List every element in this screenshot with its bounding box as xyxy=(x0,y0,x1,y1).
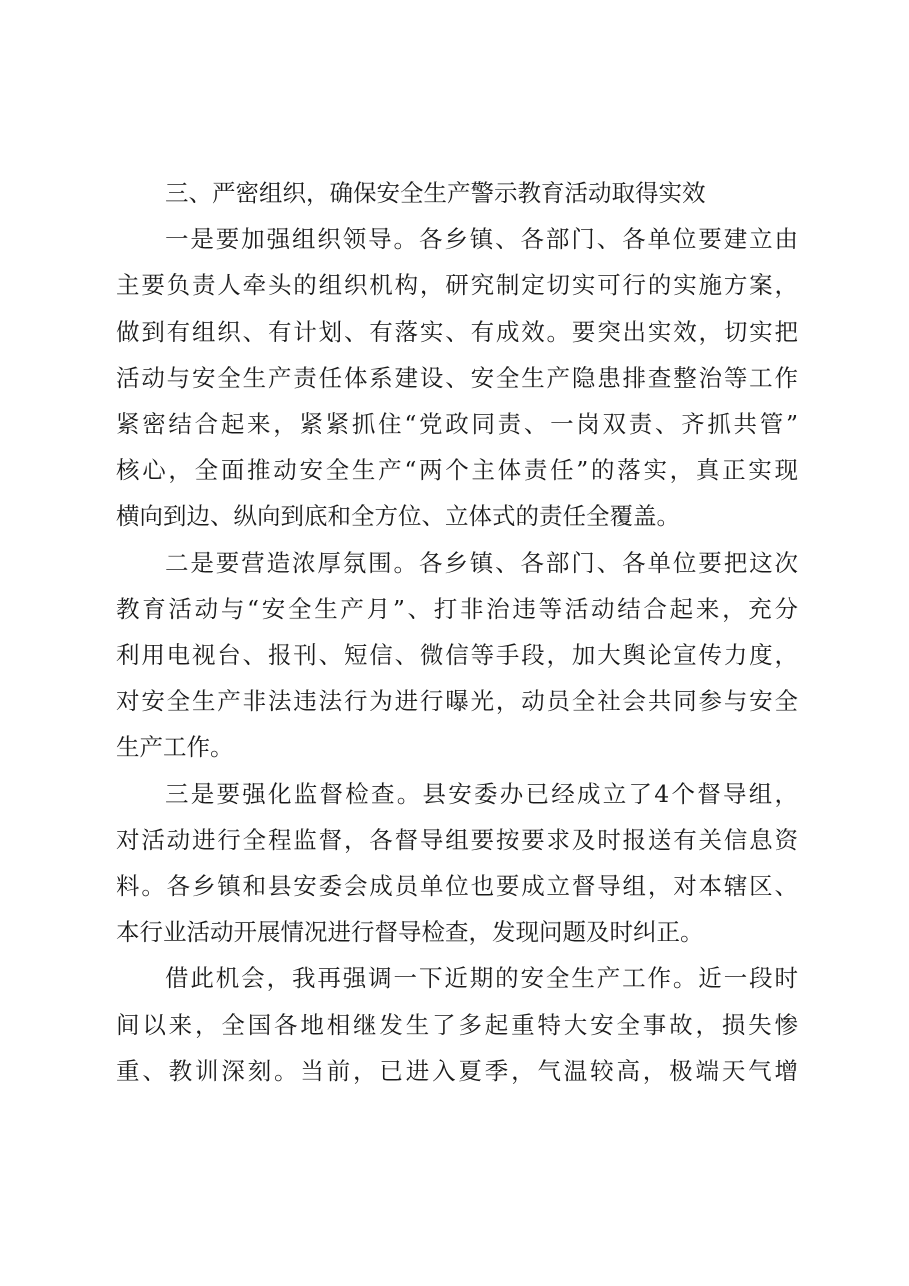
paragraph-organization-leadership xyxy=(116,216,798,539)
paragraph-supervision xyxy=(116,771,798,956)
paragraph-line: 借此机会，我再强调一下近期的安全生产工作。近一段时 xyxy=(165,964,798,993)
paragraph-atmosphere xyxy=(116,540,798,771)
paragraph-line: 重、教训深刻。当前，已进入夏季，气温较高，极端天气增 xyxy=(116,1056,798,1085)
document-page xyxy=(116,170,798,1094)
paragraph-line: 核心，全面推动安全生产“两个主体责任”的落实，真正实现 xyxy=(116,456,798,485)
paragraph-recent-safety-work xyxy=(116,955,798,1094)
paragraph-line: 间以来，全国各地相继发生了多起重特大安全事故，损失惨 xyxy=(116,1010,798,1039)
paragraph-line: 教育活动与“安全生产月”、打非治违等活动结合起来，充分 xyxy=(116,594,798,623)
paragraph-line: 对活动进行全程监督，各督导组要按要求及时报送有关信息资 xyxy=(116,825,798,854)
paragraph-line: 本行业活动开展情况进行督导检查，发现问题及时纠正。 xyxy=(116,918,704,947)
paragraph-line: 紧密结合起来，紧紧抓住“党政同责、一岗双责、齐抓共管” xyxy=(116,410,798,439)
section-heading: 三、严密组织，确保安全生产警示教育活动取得实效 xyxy=(165,179,706,207)
paragraph-line: 对安全生产非法违法行为进行曝光，动员全社会共同参与安全 xyxy=(116,687,798,716)
paragraph-line: 做到有组织、有计划、有落实、有成效。要突出实效，切实把 xyxy=(116,317,798,346)
paragraph-line: 利用电视台、报刊、短信、微信等手段，加大舆论宣传力度， xyxy=(116,641,798,670)
paragraph-line: 主要负责人牵头的组织机构，研究制定切实可行的实施方案， xyxy=(116,271,798,300)
paragraph-line: 料。各乡镇和县安委会成员单位也要成立督导组，对本辖区、 xyxy=(116,872,798,901)
paragraph-line: 一是要加强组织领导。各乡镇、各部门、各单位要建立由 xyxy=(165,225,798,254)
paragraph-line: 活动与安全生产责任体系建设、安全生产隐患排查整治等工作 xyxy=(116,363,798,392)
paragraph-line: 二是要营造浓厚氛围。各乡镇、各部门、各单位要把这次 xyxy=(165,548,798,577)
paragraph-line: 横向到边、纵向到底和全方位、立体式的责任全覆盖。 xyxy=(116,502,680,531)
paragraph-line: 生产工作。 xyxy=(116,733,234,762)
paragraph-line: 三是要强化监督检查。县安委办已经成立了4个督导组， xyxy=(165,779,798,808)
